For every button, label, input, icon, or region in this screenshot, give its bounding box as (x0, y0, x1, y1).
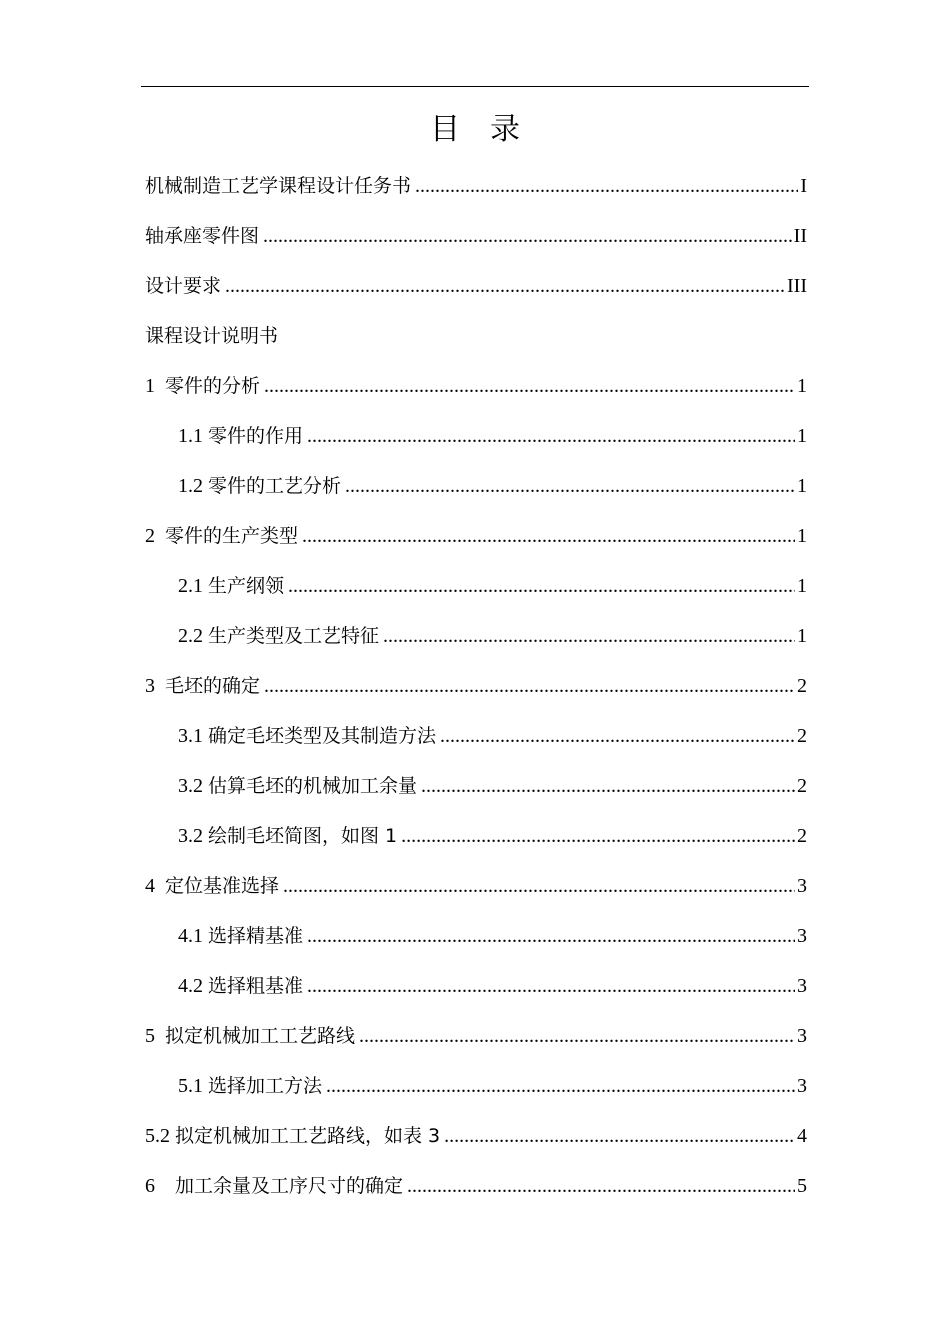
toc-entry-label (145, 1011, 355, 1061)
toc-page-number: 2 (797, 675, 807, 697)
toc-entry[interactable] (145, 1011, 807, 1061)
toc-entry-text: 拟定机械加工工艺路线，如表 3 (175, 1125, 441, 1147)
toc-entry[interactable] (145, 761, 807, 811)
toc-entry-text: 零件的工艺分析 (208, 475, 342, 497)
toc-entry-text: 课程设计说明书 (145, 325, 279, 347)
toc-dot-leader (401, 811, 795, 861)
toc-dot-leader (283, 861, 795, 911)
toc-entry-text: 零件的生产类型 (165, 525, 299, 547)
toc-entry[interactable] (145, 561, 807, 611)
toc-entry[interactable] (145, 511, 807, 561)
toc-entry-label (145, 511, 298, 561)
toc-entry[interactable] (145, 461, 807, 511)
toc-page-number: 3 (797, 1025, 807, 1047)
toc-entry-number: 5.2 (145, 1125, 175, 1147)
toc-entry-text: 生产类型及工艺特征 (208, 625, 380, 647)
toc-entry-label (178, 561, 284, 611)
toc-entry-label (178, 911, 303, 961)
toc-dot-leader (326, 1061, 795, 1111)
toc-entry-label (145, 1161, 403, 1211)
toc-entry-text: 设计要求 (145, 275, 222, 297)
toc-page-number: 2 (797, 775, 807, 797)
toc-dot-leader (345, 461, 795, 511)
toc-entry-label (178, 411, 303, 461)
header-rule (141, 86, 809, 87)
toc-entry-text: 加工余量及工序尺寸的确定 (175, 1175, 404, 1197)
toc-page-number: 1 (797, 625, 807, 647)
toc-entry[interactable] (145, 411, 807, 461)
toc-entry[interactable] (145, 211, 807, 261)
toc-entry-number: 4.2 (178, 975, 208, 997)
toc-entry-text: 生产纲领 (208, 575, 285, 597)
toc-page-number: 1 (797, 425, 807, 447)
toc-page-number: 5 (797, 1175, 807, 1197)
toc-entry-text: 毛坯的确定 (165, 675, 261, 697)
toc-entry-text: 确定毛坯类型及其制造方法 (208, 725, 437, 747)
toc-entry-label (178, 1061, 322, 1111)
toc-dot-leader (421, 761, 795, 811)
toc-dot-leader (359, 1011, 795, 1061)
toc-page-number: 1 (797, 525, 807, 547)
toc-entry-number: 3.2 (178, 775, 208, 797)
toc-entry-text: 轴承座零件图 (145, 225, 260, 247)
toc-page-number: III (787, 275, 807, 297)
toc-entry-label (178, 711, 436, 761)
toc-entry-number: 5.1 (178, 1075, 208, 1097)
toc-dot-leader (307, 961, 795, 1011)
toc-entry-number: 4 (145, 875, 165, 897)
toc-entry-number: 6 (145, 1175, 175, 1197)
toc-entry[interactable] (145, 911, 807, 961)
toc-entry-number: 3.2 (178, 825, 208, 847)
toc-entry-number: 2.1 (178, 575, 208, 597)
toc-entry[interactable] (145, 161, 807, 211)
toc-entry-label (178, 761, 417, 811)
toc-entry[interactable] (145, 1161, 807, 1211)
toc-entry-number: 4.1 (178, 925, 208, 947)
toc-page-number: II (793, 225, 807, 247)
toc-entry-label (178, 611, 379, 661)
toc-page-number: 3 (797, 1075, 807, 1097)
toc-entry-text: 选择加工方法 (208, 1075, 323, 1097)
toc-entry-label (145, 861, 279, 911)
toc-entry[interactable] (145, 311, 807, 361)
toc-entry-text: 选择粗基准 (208, 975, 304, 997)
toc-entry-number: 5 (145, 1025, 165, 1047)
toc-entry-label (145, 361, 260, 411)
toc-entry-label (178, 961, 303, 1011)
toc-entry-text: 机械制造工艺学课程设计任务书 (145, 175, 412, 197)
toc-entry[interactable] (145, 261, 807, 311)
toc-dot-leader (225, 261, 785, 311)
toc-dot-leader (307, 911, 795, 961)
toc-dot-leader (440, 711, 795, 761)
toc-entry[interactable] (145, 861, 807, 911)
toc-page-number: 3 (797, 875, 807, 897)
toc-entry[interactable] (145, 811, 807, 861)
toc-entry-number: 1 (145, 375, 165, 397)
toc-entry-label (145, 661, 260, 711)
toc-page-number: 4 (797, 1125, 807, 1147)
toc-entry[interactable] (145, 961, 807, 1011)
toc-dot-leader (383, 611, 795, 661)
toc-page-number: 1 (797, 575, 807, 597)
toc-dot-leader (302, 511, 795, 561)
toc-list (145, 161, 807, 1211)
toc-entry-label (145, 161, 411, 211)
toc-entry-label (145, 211, 259, 261)
toc-entry-number: 3 (145, 675, 165, 697)
toc-page-number: I (800, 175, 807, 197)
toc-entry-number: 1.1 (178, 425, 208, 447)
toc-entry-number: 1.2 (178, 475, 208, 497)
toc-entry-number: 3.1 (178, 725, 208, 747)
toc-page-number: 1 (797, 375, 807, 397)
toc-entry-text: 零件的作用 (208, 425, 304, 447)
toc-entry[interactable] (145, 711, 807, 761)
toc-entry[interactable] (145, 1061, 807, 1111)
toc-entry-label (145, 1111, 440, 1161)
toc-page-number: 2 (797, 825, 807, 847)
toc-title: 目 录 (430, 112, 520, 147)
toc-dot-leader (264, 361, 795, 411)
toc-dot-leader (288, 561, 795, 611)
toc-entry-text: 零件的分析 (165, 375, 261, 397)
toc-page-number: 1 (797, 475, 807, 497)
toc-entry-label (178, 811, 397, 861)
toc-entry[interactable] (145, 361, 807, 411)
toc-page-number: 2 (797, 725, 807, 747)
toc-entry-label (178, 461, 341, 511)
toc-entry-text: 拟定机械加工工艺路线 (165, 1025, 356, 1047)
toc-entry-label (145, 311, 278, 361)
toc-dot-leader (407, 1161, 795, 1211)
toc-dot-leader (263, 211, 792, 261)
toc-entry-label (145, 261, 221, 311)
toc-entry-text: 选择精基准 (208, 925, 304, 947)
toc-entry[interactable] (145, 661, 807, 711)
toc-dot-leader (264, 661, 795, 711)
toc-entry-number: 2.2 (178, 625, 208, 647)
toc-dot-leader (307, 411, 795, 461)
toc-entry-number: 2 (145, 525, 165, 547)
toc-entry-text: 绘制毛坯简图，如图 1 (208, 825, 398, 847)
toc-dot-leader (415, 161, 798, 211)
toc-entry[interactable] (145, 611, 807, 661)
toc-entry[interactable] (145, 1111, 807, 1161)
toc-entry-text: 估算毛坯的机械加工余量 (208, 775, 418, 797)
toc-page-number: 3 (797, 975, 807, 997)
toc-page-number: 3 (797, 925, 807, 947)
toc-entry-text: 定位基准选择 (165, 875, 280, 897)
toc-dot-leader (444, 1111, 795, 1161)
